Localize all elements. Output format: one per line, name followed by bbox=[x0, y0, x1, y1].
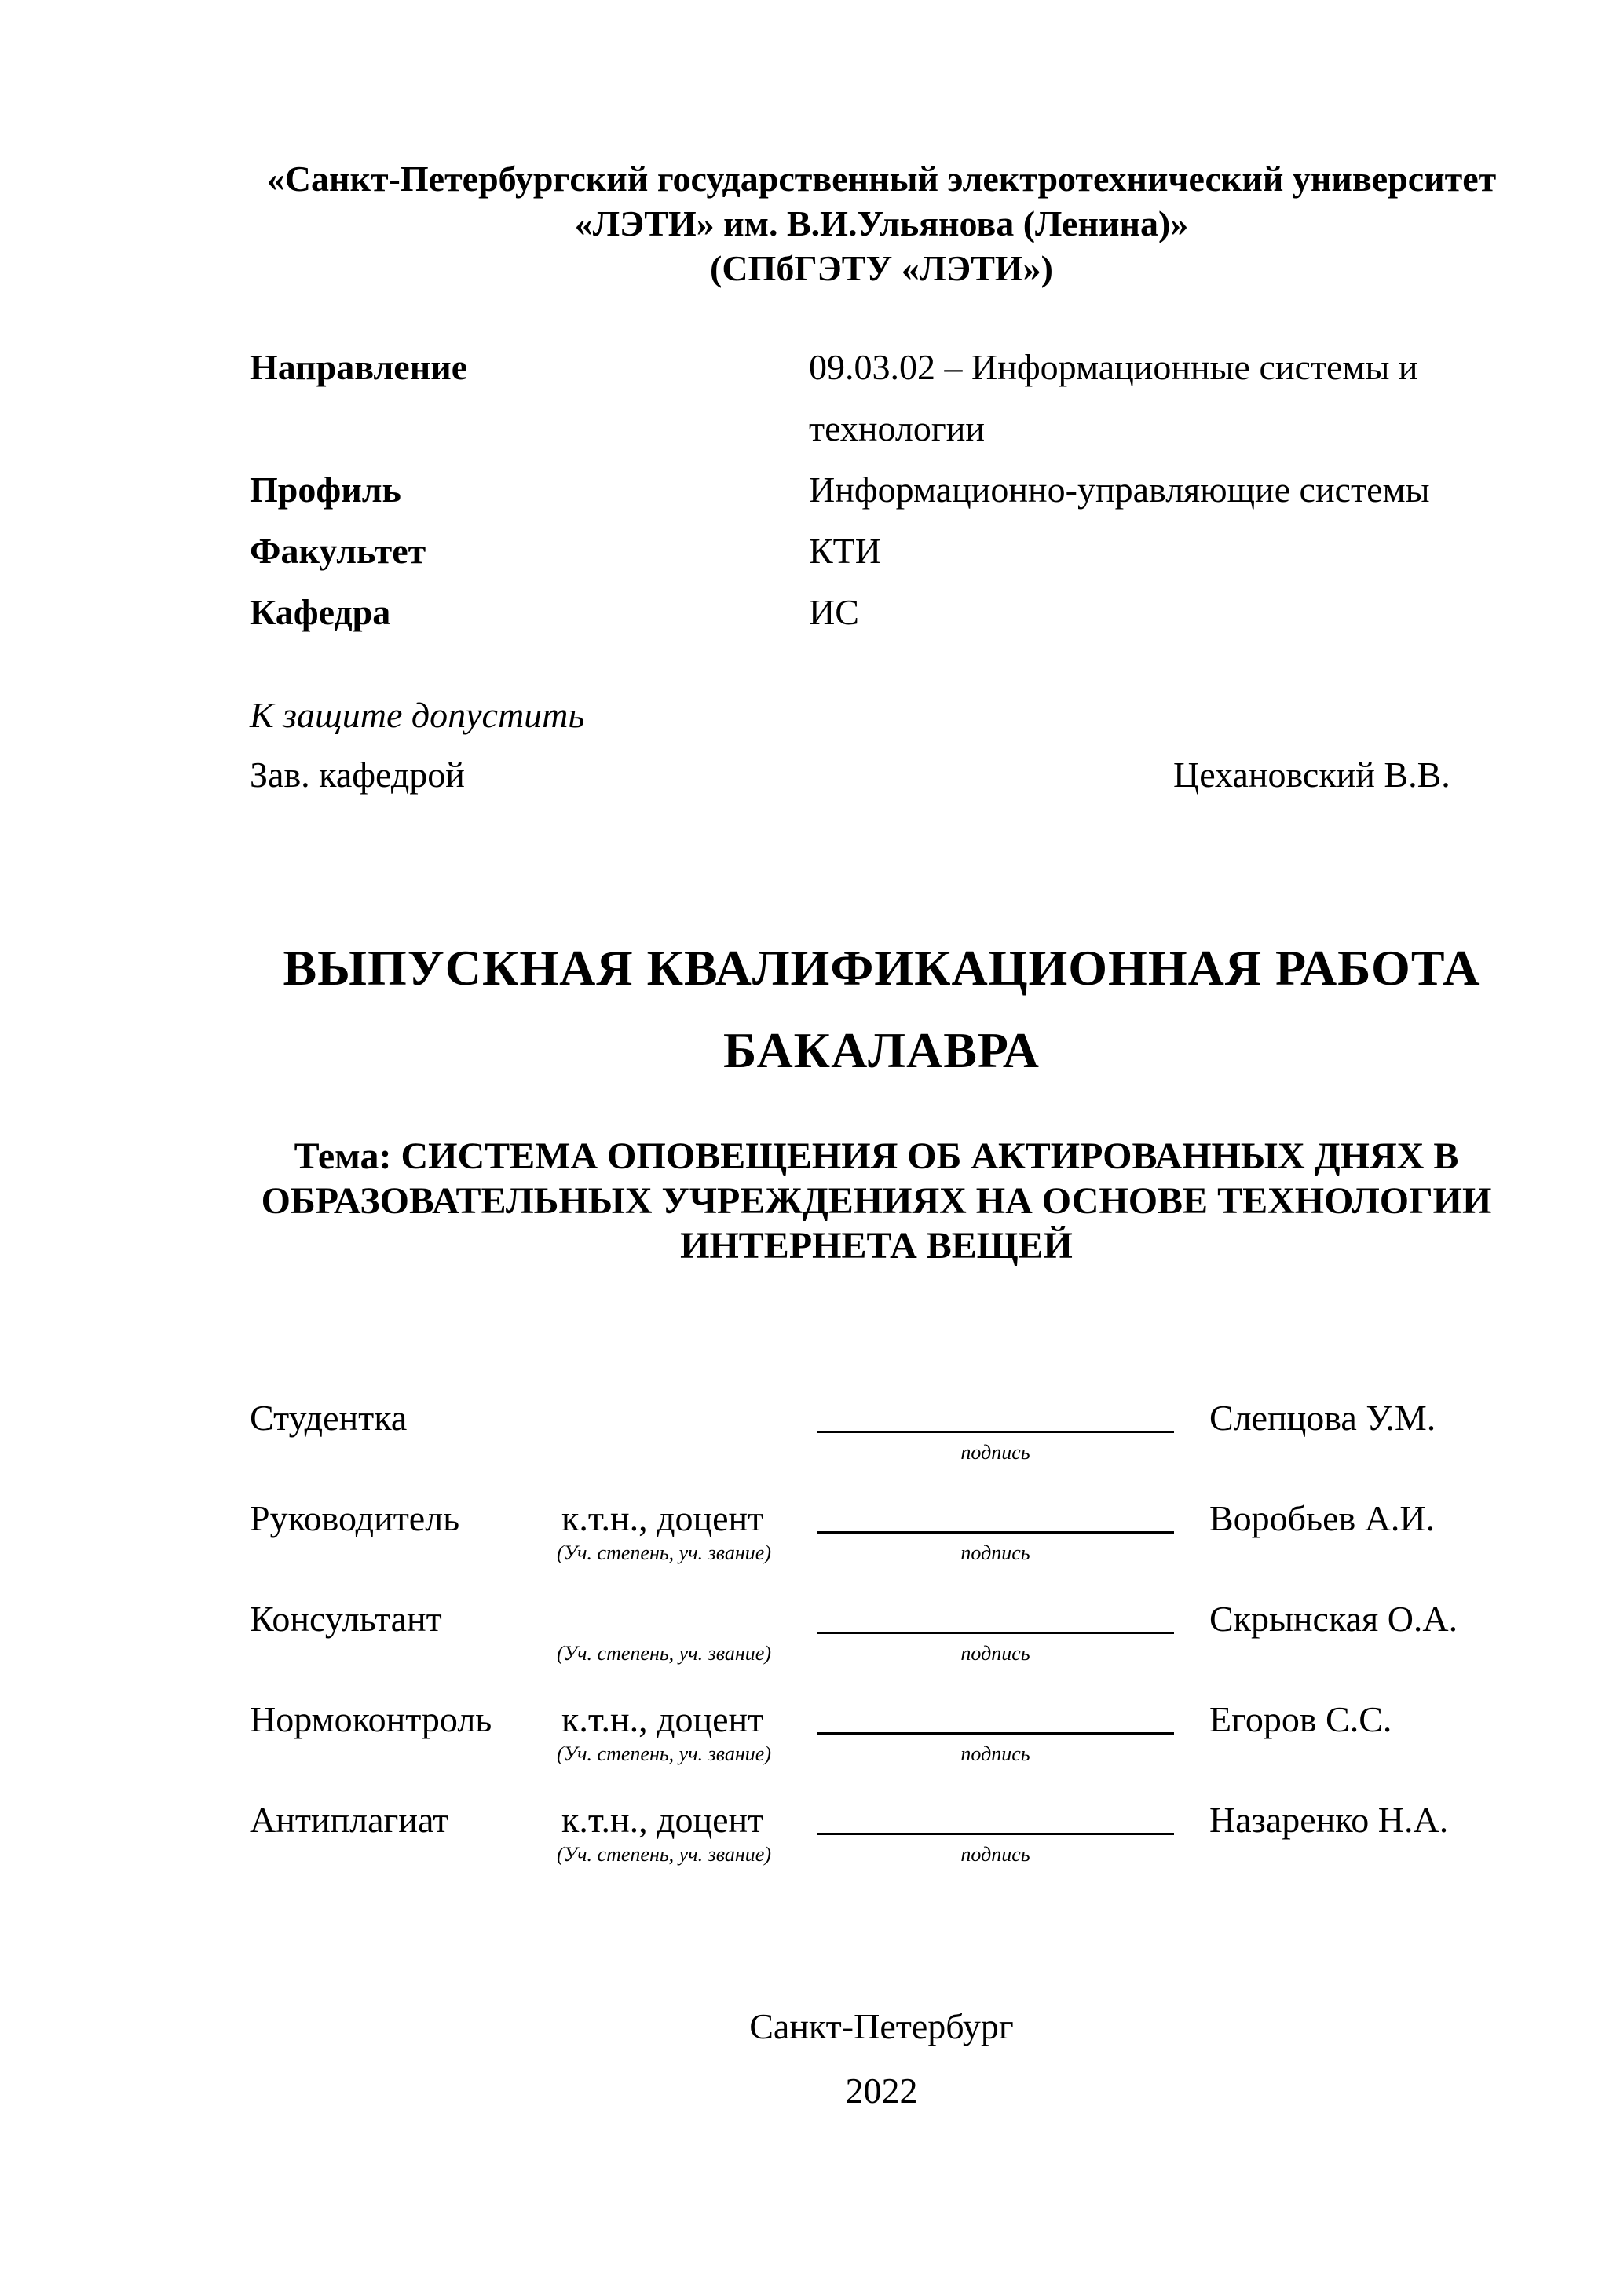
university-name-line2: «ЛЭТИ» им. В.И.Ульянова (Ленина)» bbox=[574, 203, 1189, 243]
signature-hint: подпись bbox=[960, 1843, 1030, 1866]
department-head-name: Цехановский В.В. bbox=[1173, 755, 1450, 795]
thesis-theme: Тема: СИСТЕМА ОПОВЕЩЕНИЯ ОБ АКТИРОВАННЫХ ДНЯХ В ОБРАЗОВАТЕЛЬНЫХ УЧРЕЖДЕНИЯХ НА ОСНОВЕ ТЕХНОЛОГИИ ИНТЕРНЕТА ВЕЩЕЙ bbox=[261, 1135, 1492, 1267]
signature-role: Студентка bbox=[250, 1398, 408, 1438]
degree-hint: (Уч. степень, уч. звание) bbox=[557, 1742, 771, 1765]
department-head-role: Зав. кафедрой bbox=[250, 755, 465, 795]
signature-hint: подпись bbox=[960, 1541, 1030, 1564]
field-label-faculty: Факультет bbox=[250, 531, 426, 571]
field-value-profile: Информационно-управляющие системы bbox=[809, 470, 1430, 510]
signature-role: Антиплагиат bbox=[250, 1800, 449, 1840]
field-label-direction: Направление bbox=[250, 347, 468, 387]
signature-row-antiplagiarism bbox=[250, 1799, 1476, 1899]
signature-qualification: к.т.н., доцент bbox=[561, 1498, 764, 1538]
university-header bbox=[232, 156, 1531, 291]
signature-row-normcontrol bbox=[250, 1698, 1476, 1799]
signature-line bbox=[817, 1799, 1174, 1835]
work-type-line1: ВЫПУСКНАЯ КВАЛИФИКАЦИОННАЯ РАБОТА bbox=[283, 940, 1480, 996]
signature-row-supervisor bbox=[250, 1497, 1476, 1598]
signature-name: Егоров С.С. bbox=[1209, 1699, 1392, 1739]
signature-role: Консультант bbox=[250, 1599, 442, 1639]
signature-hint: подпись bbox=[960, 1742, 1030, 1765]
signature-name: Скрынская О.А. bbox=[1209, 1599, 1458, 1639]
field-value-direction: 09.03.02 – Информационные системы и технологии bbox=[809, 347, 1418, 448]
signature-qualification: к.т.н., доцент bbox=[561, 1699, 764, 1739]
work-type-line2: БАКАЛАВРА bbox=[722, 1022, 1041, 1078]
signature-line bbox=[817, 1598, 1174, 1634]
signature-qualification: к.т.н., доцент bbox=[561, 1800, 764, 1840]
signature-role: Нормоконтроль bbox=[250, 1699, 492, 1739]
work-type-title bbox=[232, 927, 1531, 1091]
signature-hint: подпись bbox=[960, 1642, 1030, 1665]
signature-row-student bbox=[250, 1397, 1476, 1497]
degree-hint: (Уч. степень, уч. звание) bbox=[557, 1843, 771, 1866]
field-value-faculty: КТИ bbox=[809, 531, 881, 571]
signature-name: Слепцова У.М. bbox=[1209, 1398, 1436, 1438]
signature-line bbox=[817, 1698, 1174, 1735]
signature-row-consultant bbox=[250, 1598, 1476, 1698]
signature-name: Воробьев А.И. bbox=[1209, 1498, 1436, 1538]
signature-name: Назаренко Н.А. bbox=[1209, 1800, 1449, 1840]
signature-section bbox=[250, 1397, 1476, 1899]
signature-role: Руководитель bbox=[250, 1498, 460, 1538]
signature-line bbox=[817, 1497, 1174, 1534]
degree-hint: (Уч. степень, уч. звание) bbox=[557, 1541, 771, 1564]
footer bbox=[232, 1994, 1531, 2123]
field-label-department: Кафедра bbox=[250, 592, 391, 632]
program-fields bbox=[250, 337, 1484, 643]
footer-city: Санкт-Петербург bbox=[749, 2006, 1014, 2046]
signature-hint: подпись bbox=[960, 1441, 1030, 1464]
university-abbreviation: (СПбГЭТУ «ЛЭТИ») bbox=[710, 248, 1053, 288]
field-label-profile: Профиль bbox=[250, 470, 401, 510]
admission-phrase: К защите допустить bbox=[250, 695, 585, 735]
footer-year: 2022 bbox=[845, 2071, 918, 2111]
field-value-department: ИС bbox=[809, 592, 859, 632]
degree-hint: (Уч. степень, уч. звание) bbox=[557, 1642, 771, 1665]
university-name-line1: «Санкт-Петербургский государственный электротехнический университет bbox=[266, 159, 1497, 199]
signature-line bbox=[817, 1397, 1174, 1433]
